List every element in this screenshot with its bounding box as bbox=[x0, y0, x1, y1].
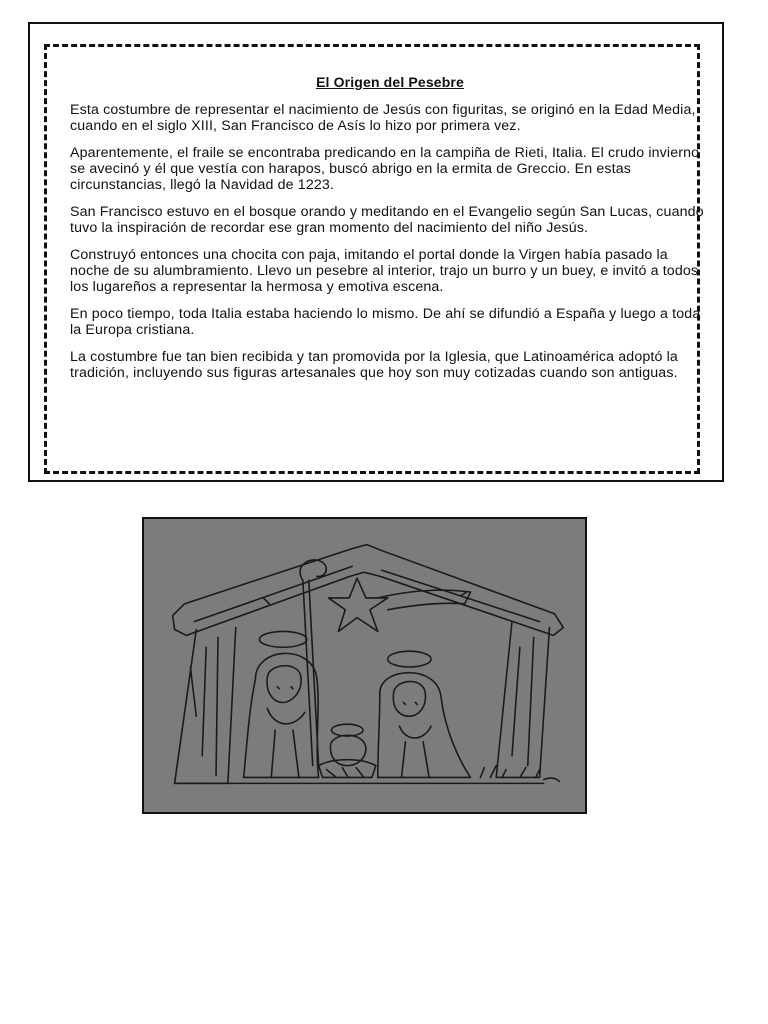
paragraph-6: La costumbre fue tan bien recibida y tan promovida por la Iglesia, que Latinoamérica adoptó la tradición, incluyendo sus figuras artesanales que hoy son muy cotizadas cuando son antiguas. bbox=[70, 349, 678, 381]
text-box bbox=[28, 22, 724, 482]
paragraph-2: Aparentemente, el fraile se encontraba predicando en la campiña de Rieti, Italia. El crudo invierno se avecinó y él que vestía con harapos, buscó abrigo en la ermita de Greccio. En estas circunstancias, llegó la Navidad de 1223. bbox=[70, 145, 700, 193]
ground-grass bbox=[175, 766, 560, 784]
stable-right-post bbox=[496, 622, 549, 778]
nativity-illustration bbox=[142, 517, 587, 814]
paragraph-3: San Francisco estuvo en el bosque orando y meditando en el Evangelio según San Lucas, cuando tuvo la inspiración de recordar ese gran momento del nacimiento del niño Jesús. bbox=[70, 204, 704, 236]
stable-roof bbox=[173, 545, 564, 636]
mary-figure bbox=[378, 651, 471, 777]
paragraph-5: En poco tiempo, toda Italia estaba haciendo lo mismo. De ahí se difundió a España y luego a toda la Europa cristiana. bbox=[70, 306, 701, 338]
baby-jesus-figure bbox=[319, 724, 376, 777]
paragraph-4: Construyó entonces una chocita con paja, imitando el portal donde la Virgen había pasado la noche de su alumbramiento. Llevo un pesebre al interior, trajo un burro y un buey, e invitó a todos los lugareños a representar la hermosa y emotiva escena. bbox=[70, 247, 699, 295]
nativity-drawing bbox=[144, 519, 585, 812]
stable-left-post bbox=[175, 628, 236, 784]
paragraph-1: Esta costumbre de representar el nacimiento de Jesús con figuritas, se originó en la Edad Media, cuando en el siglo XIII, San Francisco de Asís lo hizo por primera vez. bbox=[70, 102, 696, 134]
text-content bbox=[70, 74, 710, 392]
star-of-bethlehem bbox=[328, 578, 470, 631]
shepherd-staff bbox=[300, 560, 326, 766]
document-title: El Origen del Pesebre bbox=[316, 74, 464, 90]
